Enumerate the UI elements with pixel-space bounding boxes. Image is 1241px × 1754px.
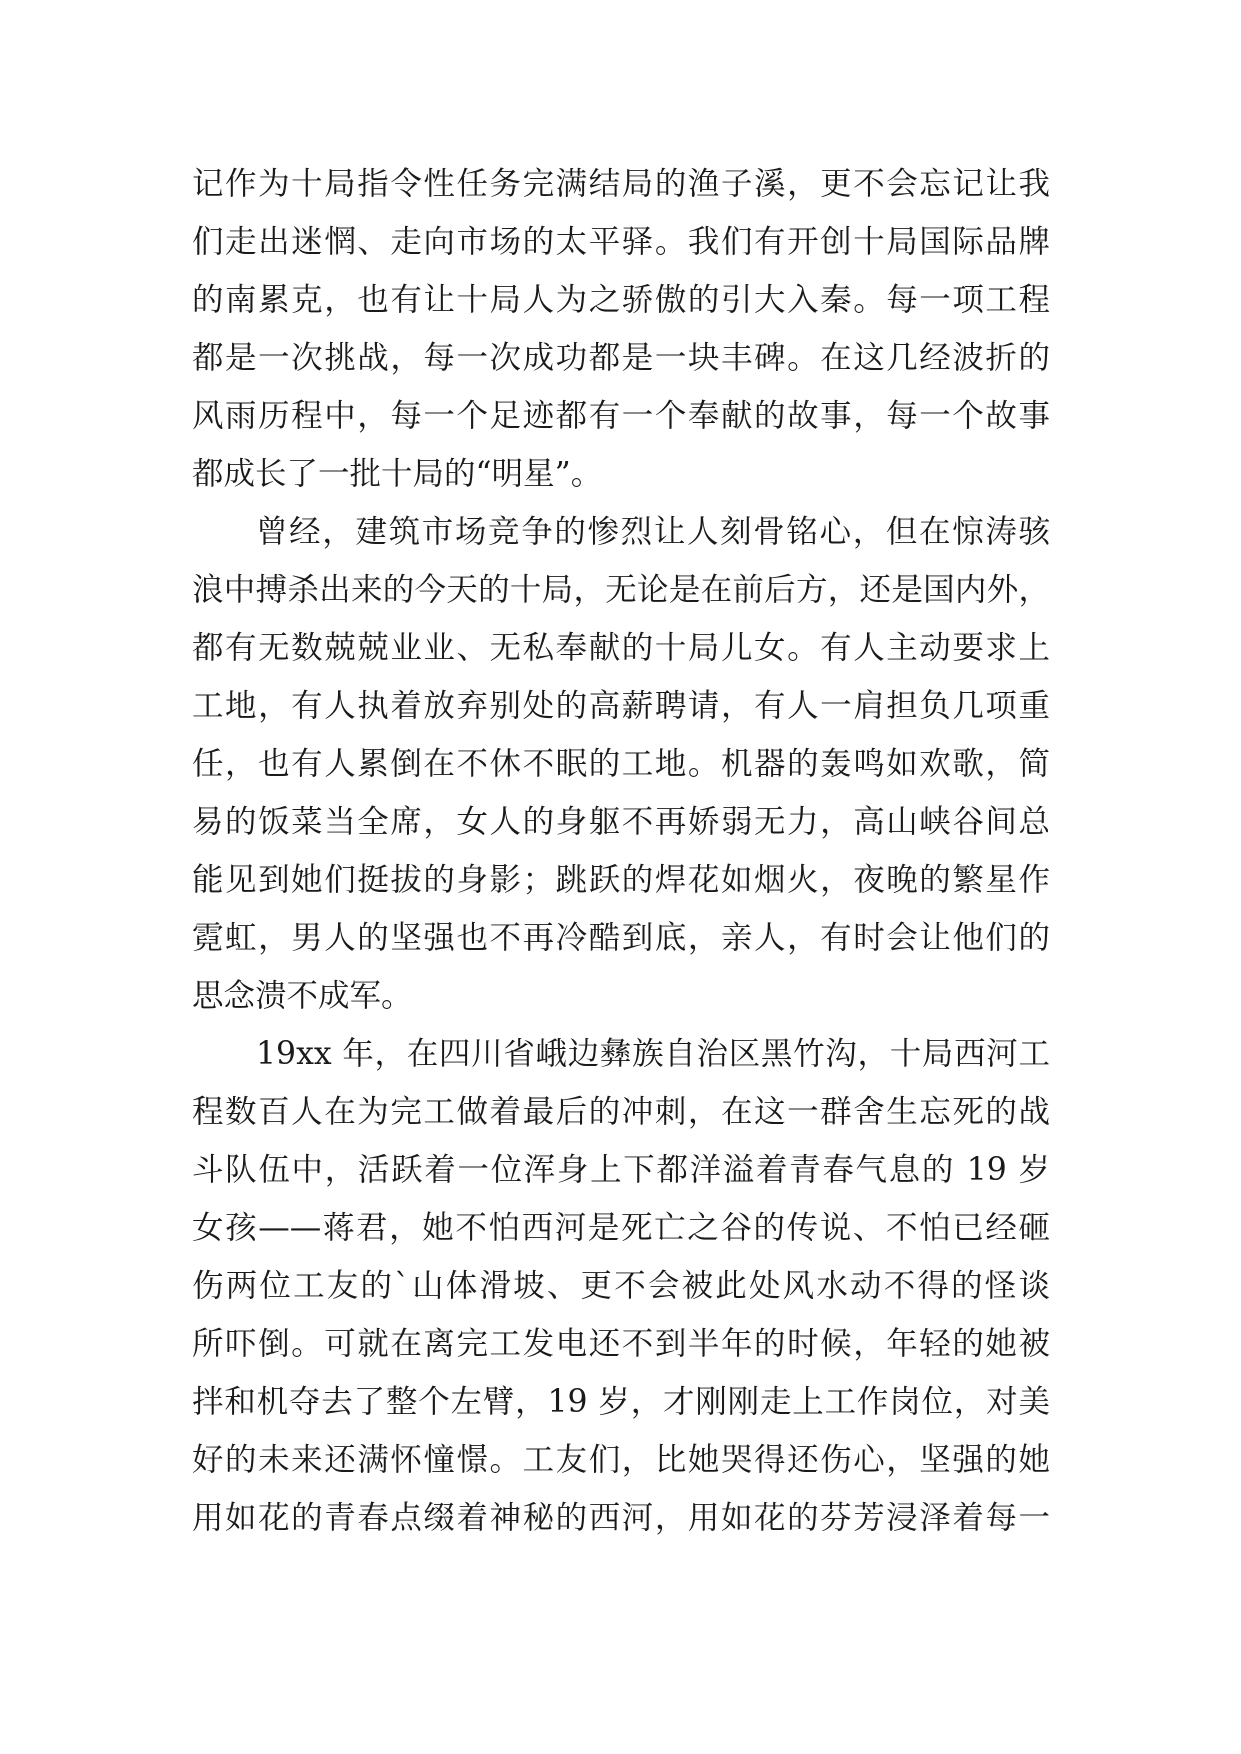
text-line: 风雨历程中，每一个足迹都有一个奉献的故事，每一个故事 bbox=[192, 398, 1050, 434]
text-line: 们走出迷惘、走向市场的太平驿。我们有开创十局国际品牌 bbox=[192, 224, 1050, 260]
text-line: 程数百人在为完工做着最后的冲刺，在这一群舍生忘死的战 bbox=[192, 1094, 1050, 1130]
document-body bbox=[192, 155, 1050, 1547]
text-line: 的南累克，也有让十局人为之骄傲的引大入秦。每一项工程 bbox=[192, 282, 1050, 318]
text-line: 能见到她们挺拔的身影；跳跃的焊花如烟火，夜晚的繁星作 bbox=[192, 862, 1050, 898]
text-line: 曾经，建筑市场竞争的惨烈让人刻骨铭心，但在惊涛骇 bbox=[256, 514, 1050, 550]
text-line: 霓虹，男人的坚强也不再冷酷到底，亲人，有时会让他们的 bbox=[192, 920, 1050, 956]
paragraph-1 bbox=[192, 155, 1050, 503]
text-line: 19xx 年，在四川省峨边彝族自治区黑竹沟，十局西河工 bbox=[256, 1036, 1050, 1072]
text-line: 记作为十局指令性任务完满结局的渔子溪，更不会忘记让我 bbox=[192, 166, 1050, 202]
text-line: 易的饭菜当全席，女人的身躯不再娇弱无力，高山峡谷间总 bbox=[192, 804, 1050, 840]
text-line: 女孩——蒋君，她不怕西河是死亡之谷的传说、不怕已经砸 bbox=[192, 1210, 1050, 1246]
text-line: 浪中搏杀出来的今天的十局，无论是在前后方，还是国内外， bbox=[192, 572, 1050, 608]
text-line: 用如花的青春点缀着神秘的西河，用如花的芬芳浸泽着每一 bbox=[192, 1500, 1050, 1536]
text-line: 任，也有人累倒在不休不眠的工地。机器的轰鸣如欢歌，简 bbox=[192, 746, 1050, 782]
text-line: 都成长了一批十局的“明星”。 bbox=[192, 456, 603, 492]
text-line: 伤两位工友的`山体滑坡、更不会被此处风水动不得的怪谈 bbox=[192, 1268, 1050, 1304]
text-line: 所吓倒。可就在离完工发电还不到半年的时候，年轻的她被 bbox=[192, 1326, 1050, 1362]
text-line: 都是一次挑战，每一次成功都是一块丰碑。在这几经波折的 bbox=[192, 340, 1050, 376]
paragraph-2 bbox=[192, 503, 1050, 1025]
paragraph-3 bbox=[192, 1025, 1050, 1547]
text-line: 斗队伍中，活跃着一位浑身上下都洋溢着青春气息的 19 岁 bbox=[192, 1152, 1050, 1188]
text-line: 都有无数兢兢业业、无私奉献的十局儿女。有人主动要求上 bbox=[192, 630, 1050, 666]
text-line: 好的未来还满怀憧憬。工友们，比她哭得还伤心，坚强的她 bbox=[192, 1442, 1050, 1478]
text-line: 思念溃不成军。 bbox=[192, 978, 413, 1014]
text-line: 工地，有人执着放弃别处的高薪聘请，有人一肩担负几项重 bbox=[192, 688, 1050, 724]
text-line: 拌和机夺去了整个左臂，19 岁，才刚刚走上工作岗位，对美 bbox=[192, 1384, 1050, 1420]
